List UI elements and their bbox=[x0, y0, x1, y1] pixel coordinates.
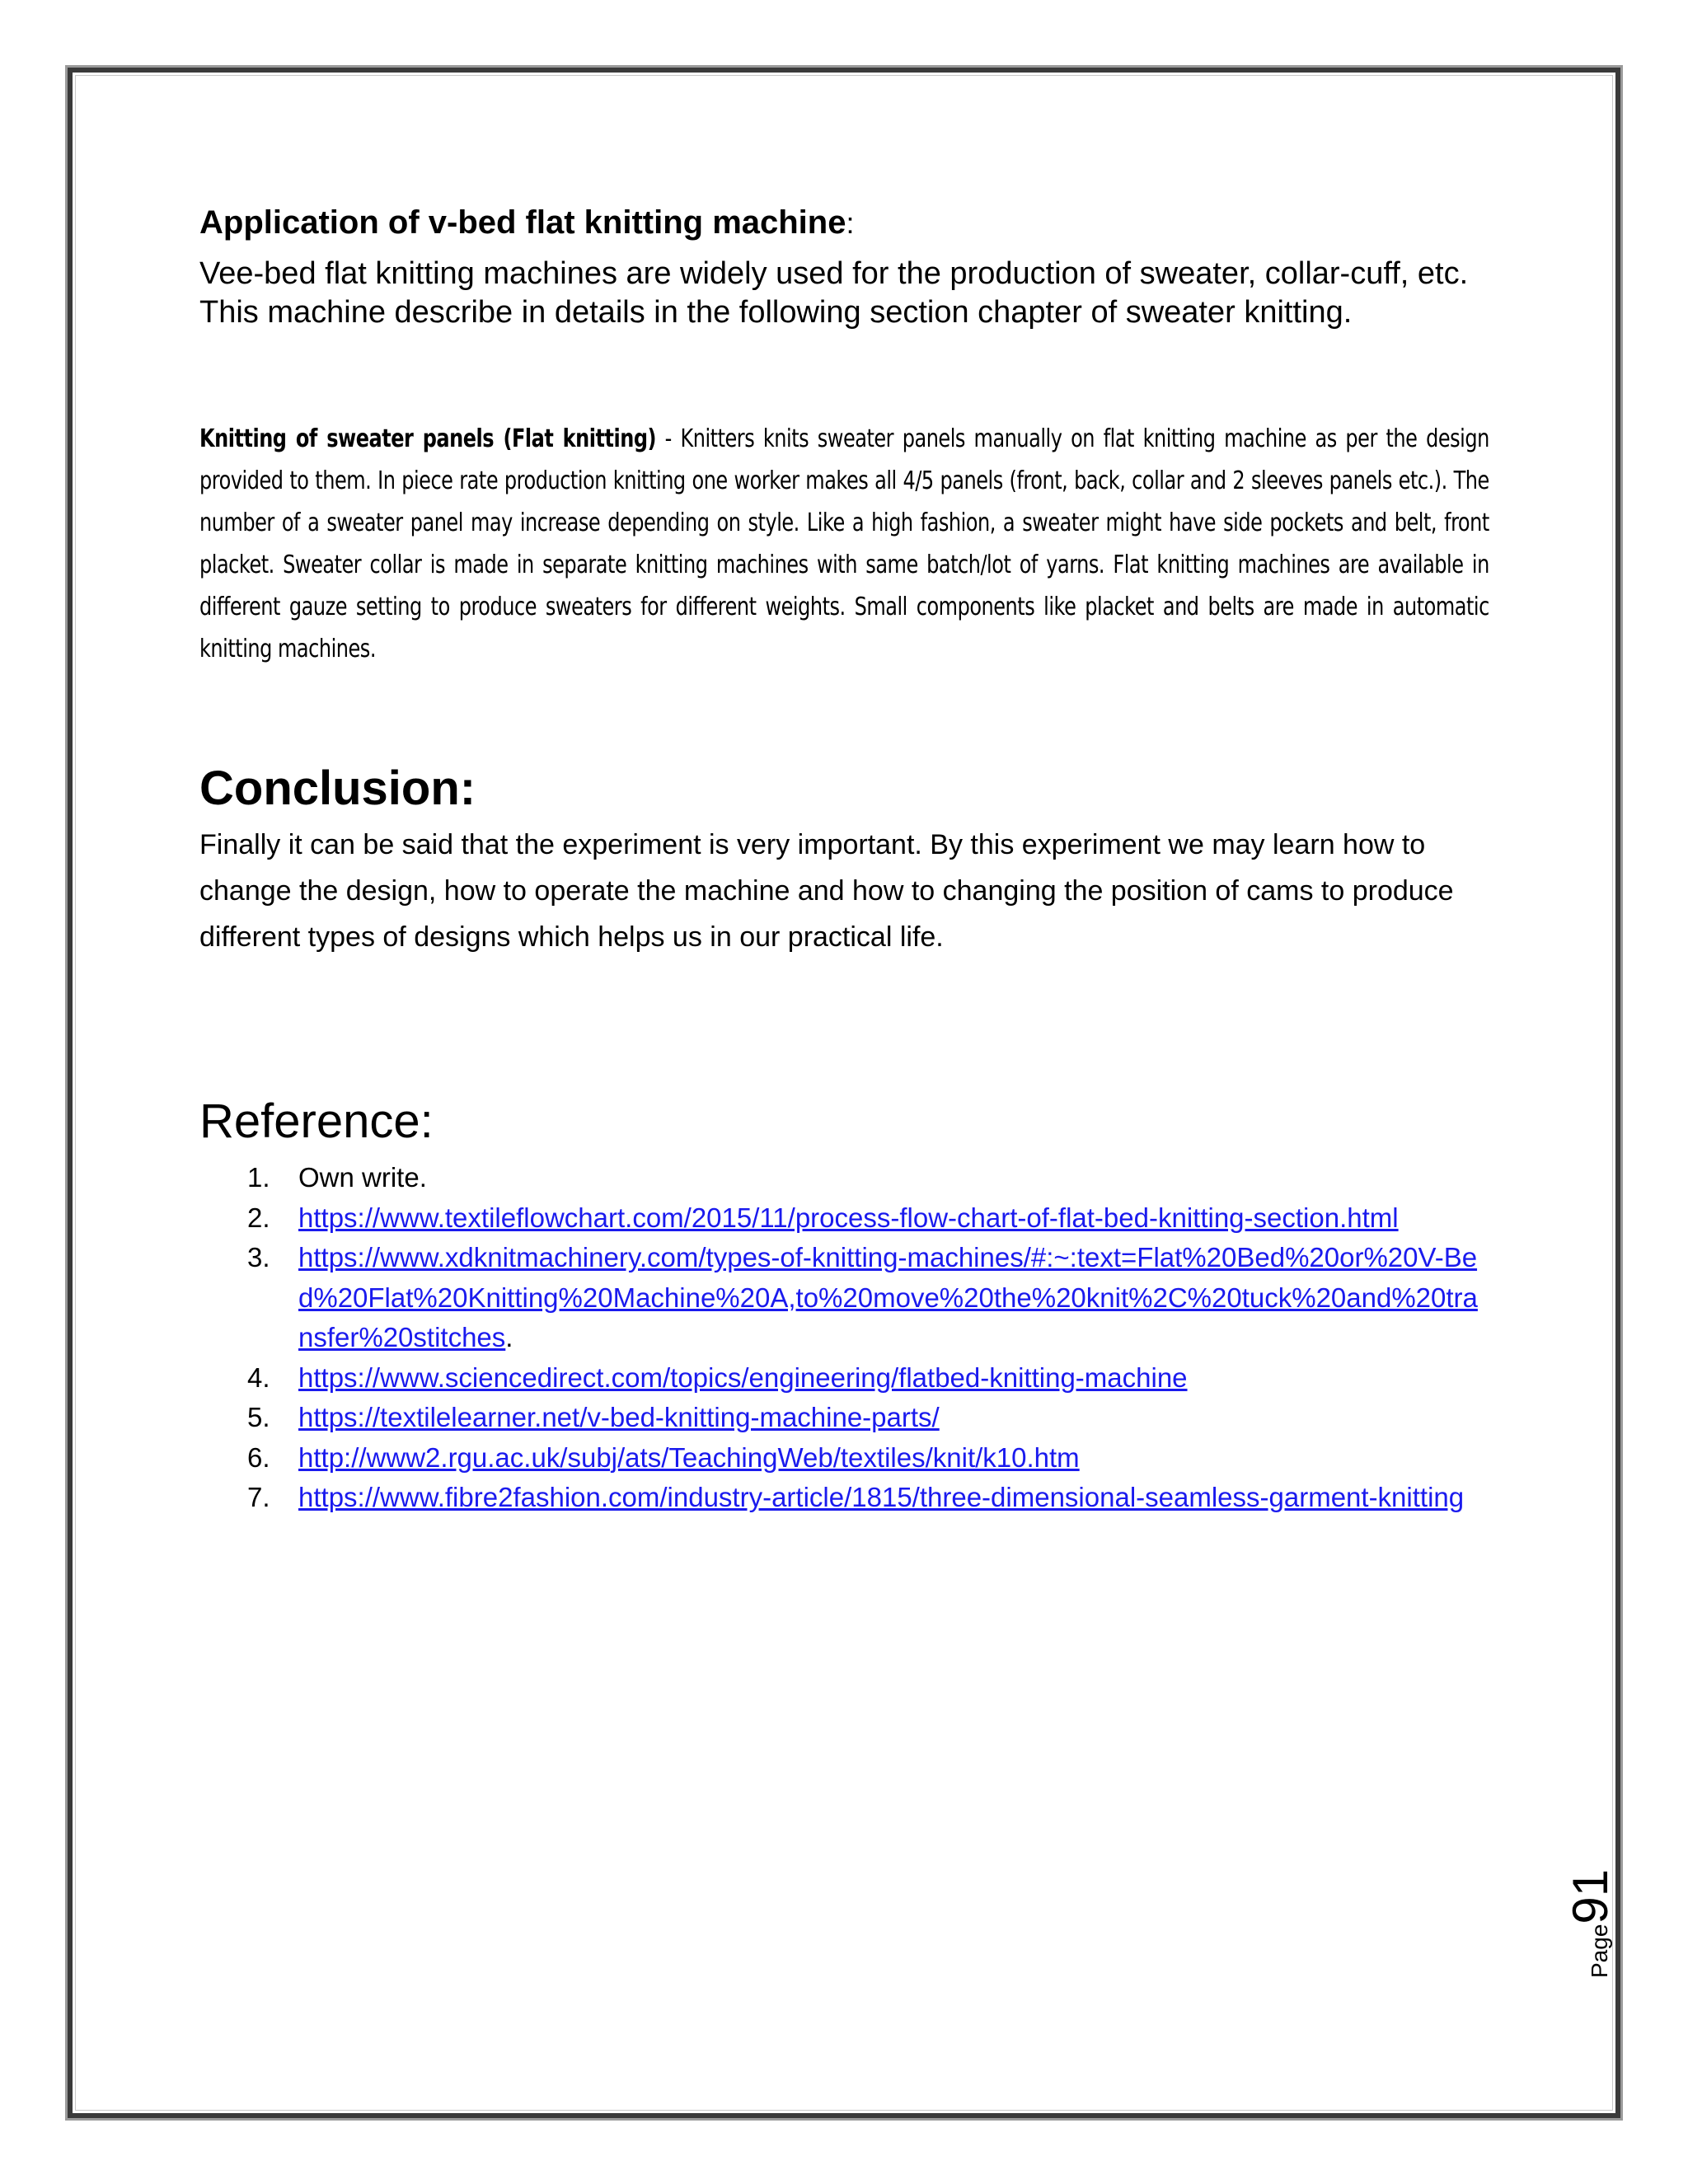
conclusion-paragraph: Finally it can be said that the experiment is very important. By this experiment we may learn how to change the design, how to operate the machine and how to changing the position of cams to produce different types of designs which helps us in our practical life. bbox=[199, 829, 1454, 953]
application-paragraph: Vee-bed flat knitting machines are widely used for the production of sweater, collar-cuff, etc. This machine describe in details in the following section chapter of sweater knitting. bbox=[199, 256, 1469, 330]
reference-text bbox=[298, 1158, 1489, 1198]
reference-plain-text: Own write. bbox=[298, 1162, 427, 1193]
reference-number: 6. bbox=[247, 1441, 270, 1473]
reference-number: 7. bbox=[247, 1482, 270, 1512]
reference-number: 5. bbox=[247, 1402, 270, 1432]
knitting-paragraph bbox=[199, 418, 1489, 670]
reference-number: 1. bbox=[247, 1162, 270, 1193]
reference-text bbox=[298, 1238, 1489, 1358]
reference-link[interactable]: https://www.xdknitmachinery.com/types-of-knitting-machines/#:~:text=Flat%20Bed%20or%20V-Bed%20Flat%20Knitting%20Machine%20A,to%20move%20the%20knit%2C%20tuck%20and%20transfer%20stitches bbox=[298, 1242, 1478, 1352]
reference-heading: Reference: bbox=[199, 1094, 434, 1148]
reference-item bbox=[199, 1398, 1489, 1438]
reference-text bbox=[298, 1438, 1489, 1479]
reference-number: 4. bbox=[247, 1361, 270, 1393]
knitting-text: - Knitters knits sweater panels manually on flat knitting machine as per the design provided to them. In piece rate production knitting one worker makes all 4/5 panels (front, back, collar and 2 sleeves panels etc.). The number of a sweater panel may increase depending on style. Like a high fashion, a sweater might have side pockets and belt, front placket. Sweater collar is made in separate knitting machines with same batch/lot of yarns. Flat knitting machines are available in different gauze setting to produce sweaters for different weights. Small components like placket and belts are made in automatic knitting machines. bbox=[199, 424, 1489, 663]
page-number-value: 91 bbox=[1563, 1868, 1618, 1924]
page-content bbox=[199, 196, 1489, 1518]
page-number bbox=[1562, 1869, 1619, 1978]
reference-link[interactable]: https://textilelearner.net/v-bed-knitting-machine-parts/ bbox=[298, 1402, 940, 1432]
page-number-label: Page bbox=[1587, 1924, 1612, 1978]
knitting-lead: Knitting of sweater panels (Flat knitting) bbox=[199, 424, 657, 453]
application-heading bbox=[199, 196, 1489, 250]
reference-item bbox=[199, 1198, 1489, 1239]
application-heading-colon: : bbox=[846, 206, 855, 240]
reference-item bbox=[199, 1158, 1489, 1198]
reference-link[interactable]: https://www.fibre2fashion.com/industry-article/1815/three-dimensional-seamless-garment-knitting bbox=[298, 1482, 1465, 1512]
reference-number: 3. bbox=[247, 1242, 270, 1272]
reference-link[interactable]: http://www2.rgu.ac.uk/subj/ats/TeachingWeb/textiles/knit/k10.htm bbox=[298, 1441, 1080, 1473]
reference-text bbox=[298, 1478, 1489, 1518]
reference-link[interactable]: https://www.textileflowchart.com/2015/11/process-flow-chart-of-flat-bed-knitting-section.html bbox=[298, 1202, 1399, 1233]
reference-number: 2. bbox=[247, 1202, 270, 1233]
reference-text bbox=[298, 1198, 1489, 1239]
reference-item bbox=[199, 1478, 1489, 1518]
application-heading-text: Application of v-bed flat knitting machine bbox=[199, 204, 846, 241]
reference-suffix: . bbox=[505, 1322, 513, 1352]
reference-list bbox=[199, 1158, 1489, 1518]
reference-item bbox=[199, 1438, 1489, 1479]
reference-text bbox=[298, 1398, 1489, 1438]
reference-text bbox=[298, 1358, 1489, 1399]
reference-item bbox=[199, 1238, 1489, 1358]
reference-item bbox=[199, 1358, 1489, 1399]
reference-link[interactable]: https://www.sciencedirect.com/topics/engineering/flatbed-knitting-machine bbox=[298, 1361, 1188, 1393]
conclusion-heading: Conclusion: bbox=[199, 762, 476, 815]
